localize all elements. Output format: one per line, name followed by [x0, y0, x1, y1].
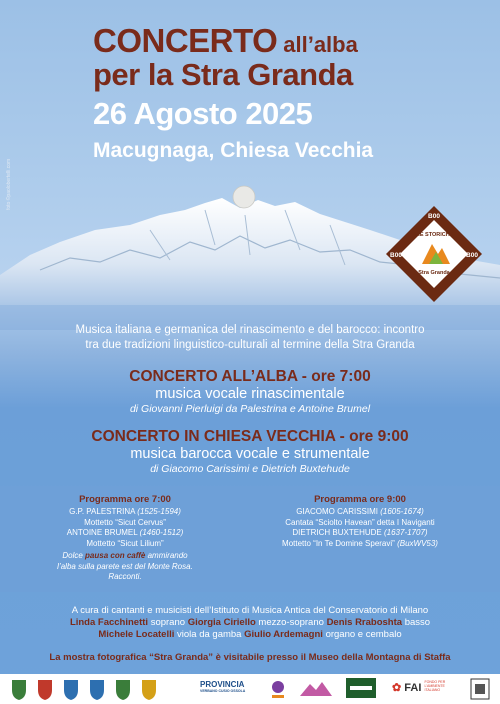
crest-icon [12, 680, 26, 700]
program1-heading: Programma ore 7:00 [79, 494, 171, 505]
credits-block [0, 605, 500, 641]
concert2-block [0, 428, 500, 476]
municipal-crests [8, 678, 178, 700]
concert1-subtitle: musica vocale rinascimentale [155, 386, 345, 402]
exhibition-note: La mostra fotografica “Stra Granda” è visitabile presso il Museo della Montagna di Staffa [49, 652, 451, 663]
program1-column [40, 494, 210, 583]
green-logo [346, 678, 376, 698]
photo-credit: foto ©paolobertelli.com [6, 158, 12, 210]
concert1-composers: di Giovanni Pierluigi da Palestrina e Antoine Brumel [129, 403, 371, 415]
program2-item1: GIACOMO CARISSIMI (1605-1674) [296, 507, 424, 516]
title-line2: per la Stra Granda [93, 57, 353, 92]
program1-work2: Mottetto “Sicut Lilium” [86, 538, 164, 548]
fai-icon: ✿ [392, 682, 402, 694]
program2-work1: Cantata “Sciolto Havean” detta I Naviganti [285, 517, 435, 527]
vie-storiche-badge [386, 206, 482, 302]
badge-code-top: B00 [428, 213, 440, 220]
museum-logo [470, 678, 490, 700]
title-all-alba: all’alba [283, 32, 358, 57]
concert2-subtitle: musica barocca vocale e strumentale [130, 446, 370, 462]
crest-icon [90, 680, 104, 700]
concert2-composers: di Giacomo Carissimi e Dietrich Buxtehude [150, 463, 350, 475]
credits-lead: A cura di cantanti e musicisti dell’Istituto di Musica Antica del Conservatorio di Milano [71, 605, 429, 616]
header-area [0, 0, 500, 320]
concert2-title: CONCERTO IN CHIESA VECCHIA - ore 9:00 [91, 428, 409, 445]
program1-work1: Mottetto “Sicut Cervus” [84, 517, 166, 527]
program1-note-line2: l’alba sulla parete est del Monte Rosa. [57, 561, 193, 571]
program1-item1: G.P. PALESTRINA (1525-1594) [69, 507, 181, 516]
sponsor-logos-bar [0, 674, 500, 704]
crest-icon [142, 680, 156, 700]
intro-line2: tra due tradizioni linguistico-culturali al termine della Stra Granda [85, 339, 415, 351]
program1-note-line3: Racconti. [108, 572, 142, 581]
program2-work2: Mottetto “In Te Domine Speravi” (BuxWV53) [282, 538, 438, 548]
title-concerto: CONCERTO [93, 22, 278, 59]
crest-icon [116, 680, 130, 700]
program2-column [250, 494, 470, 549]
mountain-logo [298, 678, 334, 700]
concert-date: 26 Agosto 2025 [93, 96, 313, 131]
intro-text [20, 323, 480, 353]
concert-location: Macugnaga, Chiesa Vecchia [93, 139, 374, 162]
credits-performers-2: Michele Locatelli viola da gamba Giulio Ardemagni organo e cembalo [98, 629, 402, 640]
concert1-block [0, 368, 500, 416]
program1-note: Dolce pausa con caffè ammirando [62, 551, 188, 560]
crest-icon [38, 680, 52, 700]
program2-item2: DIETRICH BUXTEHUDE (1637-1707) [292, 528, 428, 537]
credits-performers-1: Linda Facchinetti soprano Giorgia Ciriello mezzo-soprano Denis Rraboshta basso [69, 617, 431, 628]
fai-logo: ✿ FAI FONDO PER L’AMBIENTE ITALIANO [392, 680, 446, 694]
partner-logo [268, 678, 288, 700]
program1-item2: ANTOINE BRUMEL (1460-1512) [66, 528, 184, 537]
program-band [0, 486, 500, 592]
badge-code-right: B00 [466, 252, 478, 259]
crest-icon [64, 680, 78, 700]
title-line1 [93, 22, 358, 60]
badge-code-left: B00 [390, 252, 402, 259]
provincia-logo: PROVINCIA VERBANO CUSIO OSSOLA [200, 680, 246, 693]
concert1-title: CONCERTO ALL’ALBA - ore 7:00 [129, 368, 371, 385]
badge-label: VIE STORICHE [414, 232, 454, 238]
intro-line1: Musica italiana e germanica del rinascimento e del barocco: incontro [75, 324, 425, 336]
badge-name: Stra Granda [418, 270, 450, 276]
program2-heading: Programma ore 9:00 [314, 494, 406, 505]
